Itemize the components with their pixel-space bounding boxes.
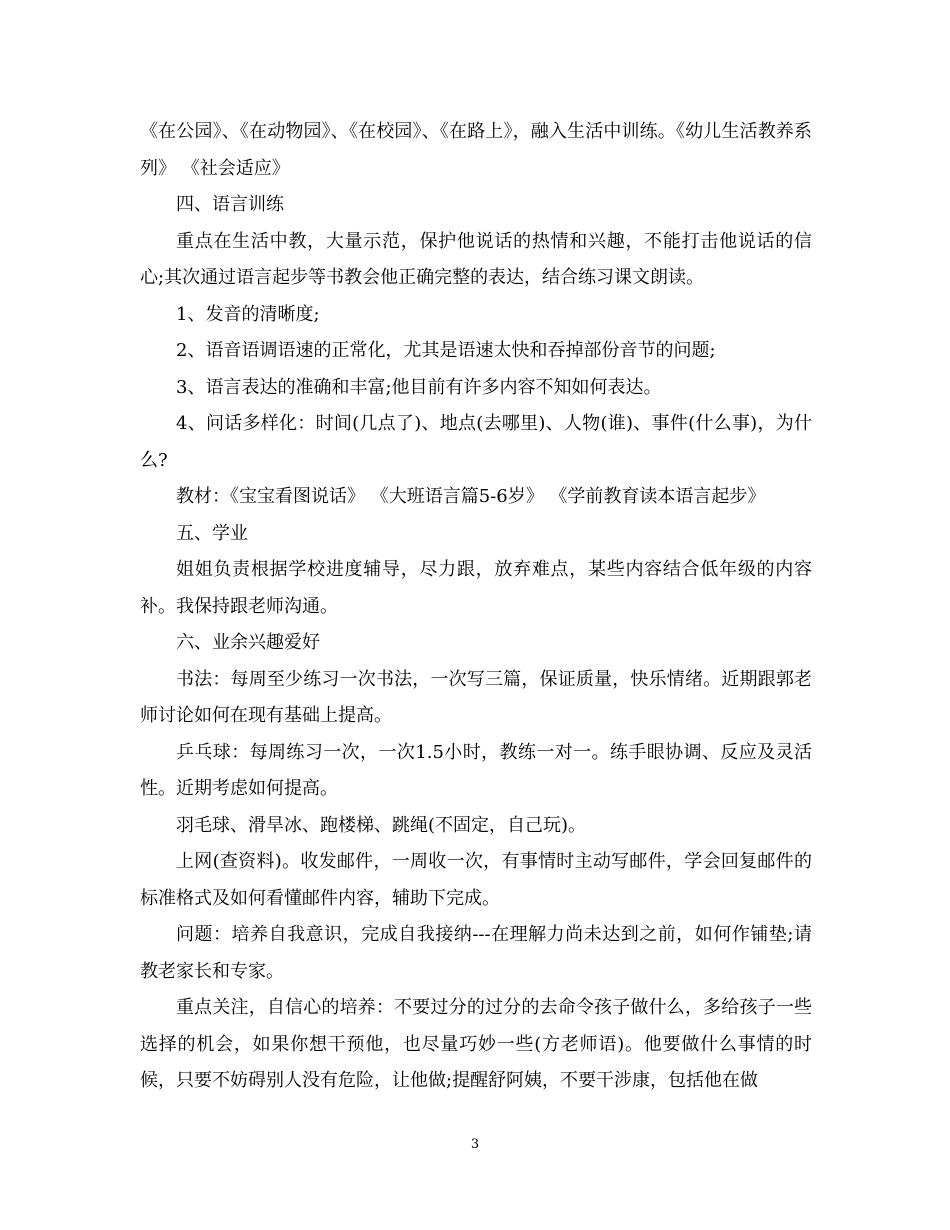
paragraph-table-tennis: 乒乓球：每周练习一次，一次1.5小时，教练一对一。练手眼协调、反应及灵活性。近期考虑如何提高。 [140,741,812,799]
paragraph: 姐姐负责根据学校进度辅导，尽力跟，放弃难点，某些内容结合低年级的内容补。我保持跟老师沟通。 [140,559,812,617]
paragraph-internet: 上网(查资料)。收发邮件，一周收一次，有事情时主动写邮件，学会回复邮件的标准格式及如何看懂邮件内容，辅助下完成。 [140,851,812,909]
paragraph-calligraphy: 书法：每周至少练习一次书法，一次写三篇，保证质量，快乐情绪。近期跟郭老师讨论如何在现有基础上提高。 [140,668,812,726]
section-heading-hobbies: 六、业余兴趣爱好 [176,632,320,653]
paragraph-problems: 问题：培养自我意识，完成自我接纳---在理解力尚未达到之前，如何作铺垫;请教老家长和专家。 [140,924,812,982]
section-heading-schoolwork: 五、学业 [176,522,248,544]
list-item: 3、语言表达的准确和丰富;他目前有许多内容不知如何表达。 [176,376,662,398]
paragraph-confidence: 重点关注，自信心的培养：不要过分的过分的去命令孩子做什么，多给孩子一些选择的机会，如果你想干预他，也尽量巧妙一些(方老师语)。他要做什么事情的时候，只要不妨碍别人没有危险，让他做;提醒舒阿姨，不要干涉康，包括他在做 [140,997,812,1091]
list-item: 2、语音语调语速的正常化，尤其是语速太快和吞掉部份音节的问题; [176,340,716,361]
paragraph-continuation: 《在公园》、《在动物园》、《在校园》、《在路上》，融入生活中训练。《幼儿生活教养系列》 《社会适应》 [140,121,812,179]
list-item: 4、问话多样化：时间(几点了)、地点(去哪里)、人物(谁)、事件(什么事)，为什么? [140,413,812,471]
body-text [140,114,812,1100]
paragraph-materials: 教材：《宝宝看图说话》 《大班语言篇5-6岁》 《学前教育读本语言起步》 [176,486,766,507]
paragraph: 重点在生活中教，大量示范，保护他说话的热情和兴趣，不能打击他说话的信心;其次通过语言起步等书教会他正确完整的表达，结合练习课文朗读。 [140,230,812,288]
list-item: 1、发音的清晰度; [176,303,320,325]
page-number: 3 [470,1137,480,1152]
section-heading-language-training: 四、语言训练 [176,194,284,215]
paragraph-other-sports: 羽毛球、滑旱冰、跑楼梯、跳绳(不固定，自己玩)。 [176,814,587,836]
